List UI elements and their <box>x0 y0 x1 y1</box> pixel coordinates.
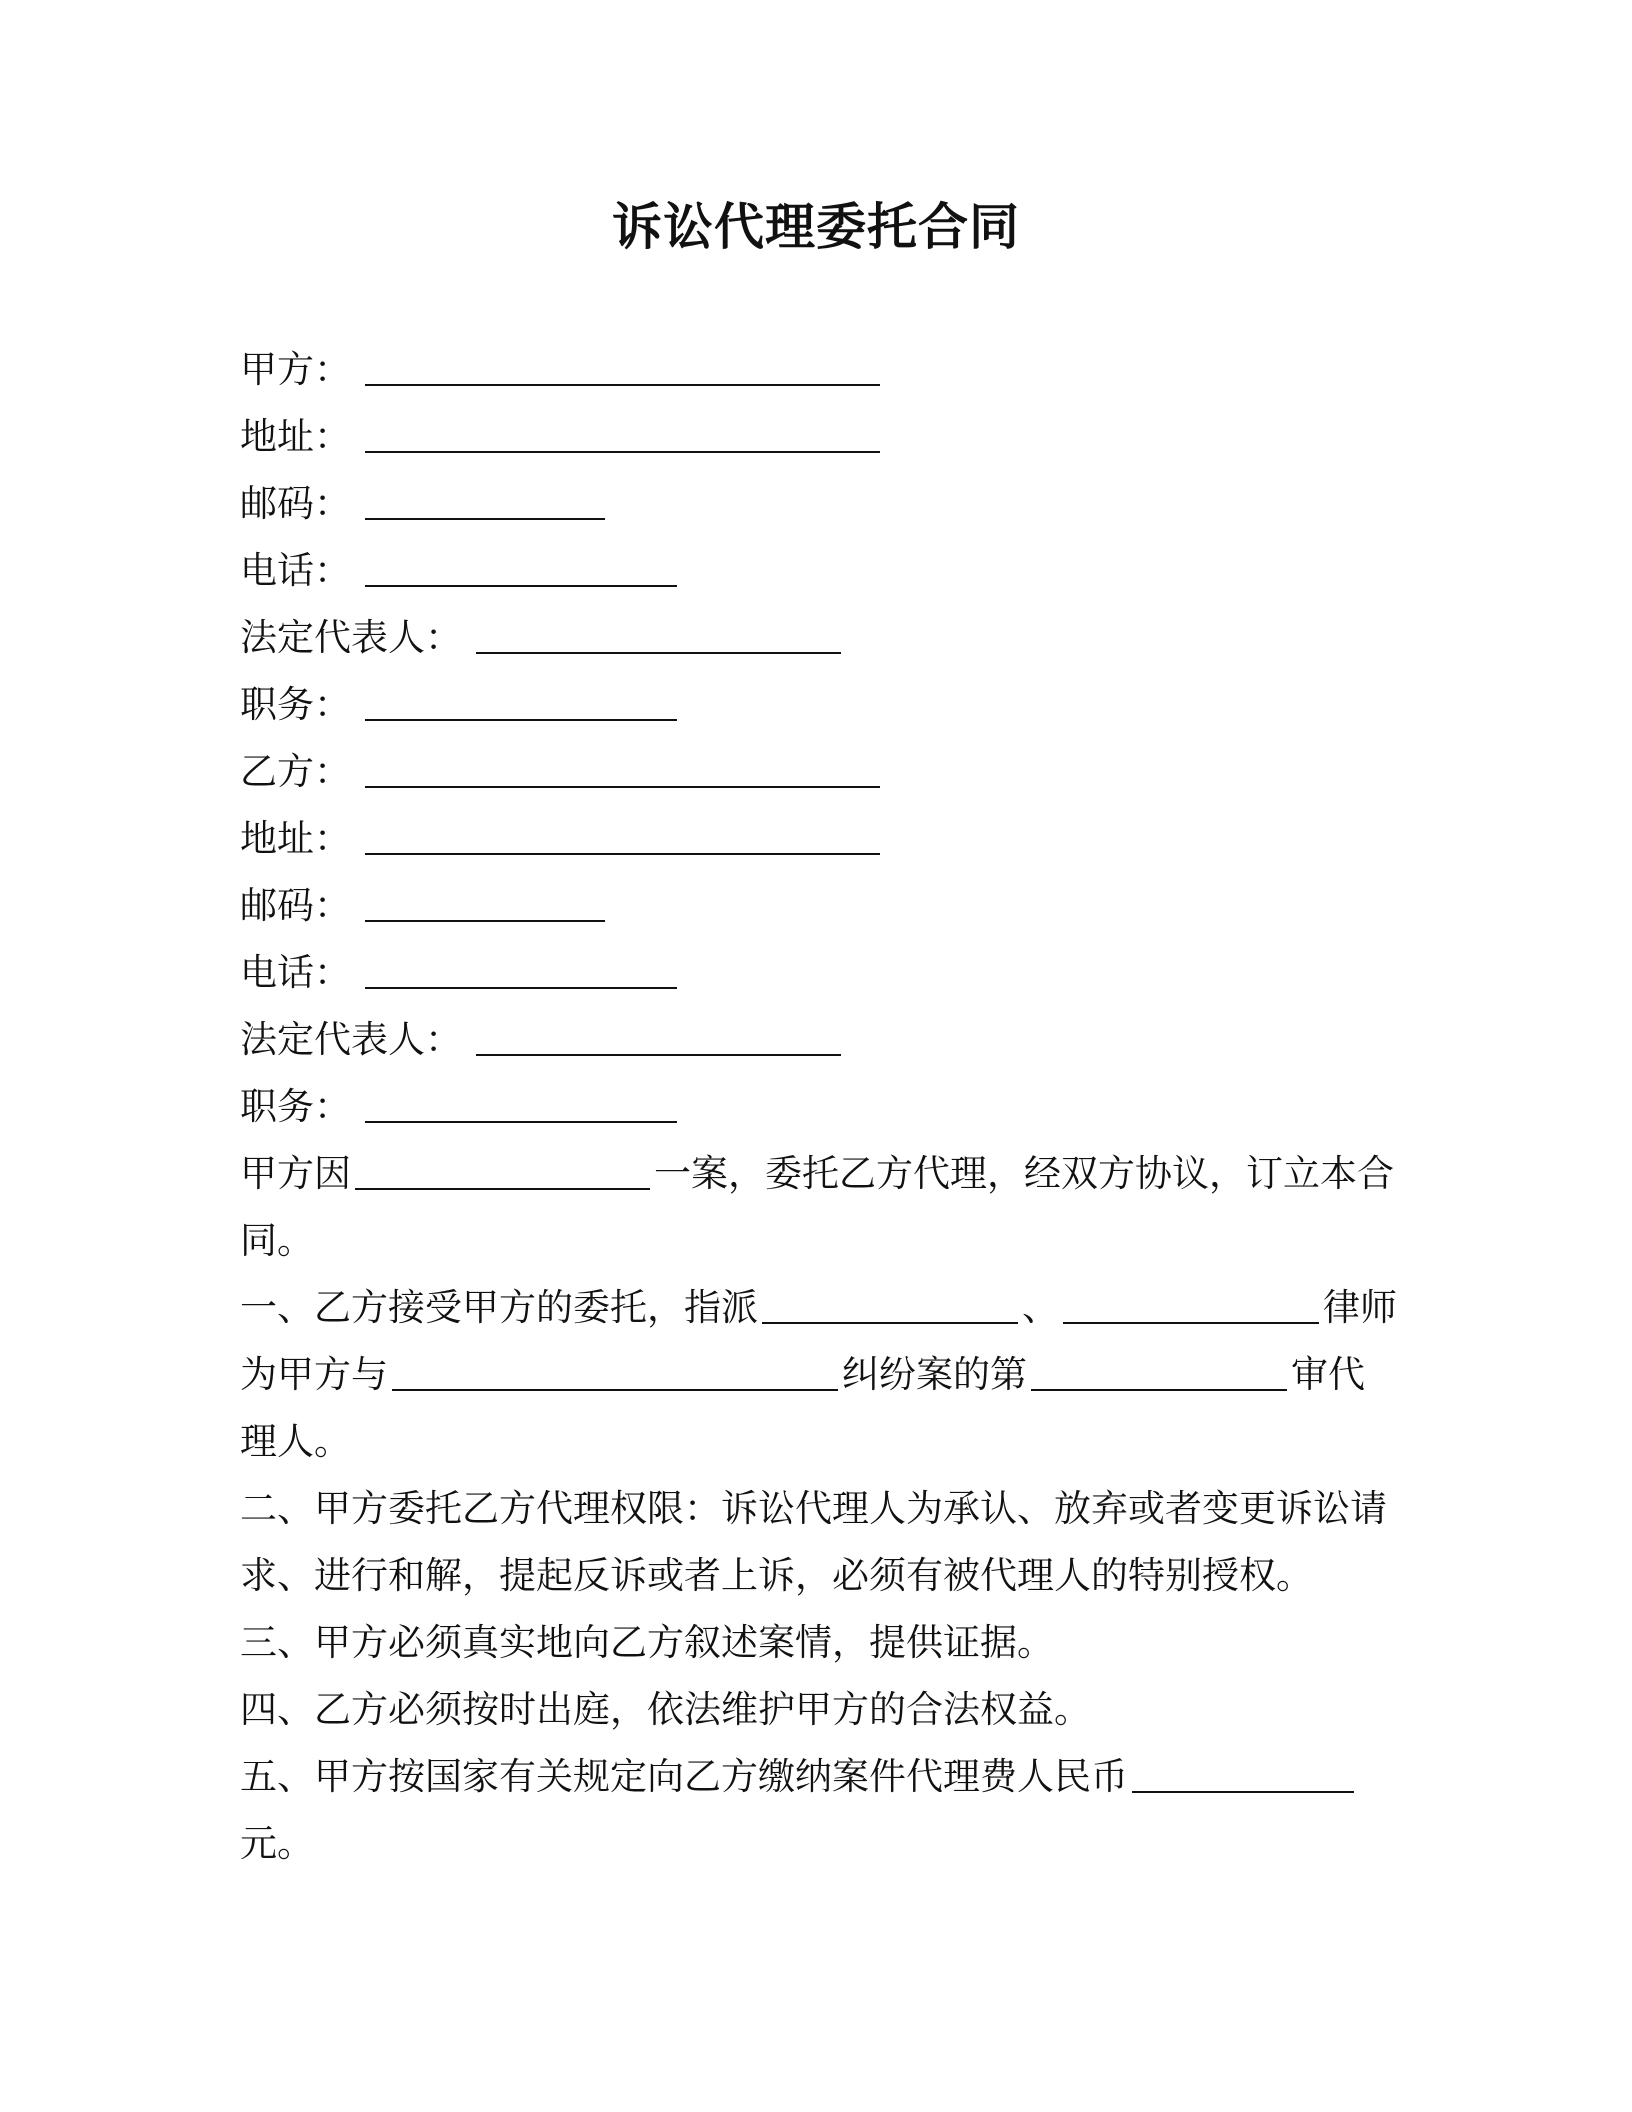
clause-1-line2-mid: 纠纷案的第 <box>842 1353 1027 1396</box>
party-b-legal-rep-row <box>240 1006 1400 1073</box>
clause-4-text: 四、乙方必须按时出庭，依法维护甲方的合法权益。 <box>240 1688 1091 1731</box>
party-b-address-blank[interactable] <box>365 805 880 855</box>
clause-1-part2: 律师 <box>1323 1286 1397 1329</box>
party-a-name-blank[interactable] <box>365 336 880 386</box>
intro-suffix: 一案，委托乙方代理，经双方协议，订立本合 <box>654 1152 1394 1195</box>
clause-1-part1: 一、乙方接受甲方的委托，指派 <box>240 1286 758 1329</box>
clause-5-text-2: 元。 <box>240 1822 314 1865</box>
party-b-legal-rep-blank[interactable] <box>476 1006 841 1056</box>
party-b-phone-row <box>240 939 1400 1006</box>
party-b-legal-rep-label: 法定代表人： <box>240 1018 462 1061</box>
clause-3-line <box>240 1609 1400 1676</box>
party-a-postcode-blank[interactable] <box>365 470 605 520</box>
party-b-name-row <box>240 738 1400 805</box>
party-b-phone-blank[interactable] <box>365 939 677 989</box>
clause-5-line-1 <box>240 1743 1400 1810</box>
fee-amount-blank[interactable] <box>1132 1743 1354 1793</box>
clause-1-line3: 理人。 <box>240 1420 351 1463</box>
party-b-position-row <box>240 1073 1400 1140</box>
clause-1-line-1 <box>240 1274 1400 1341</box>
party-a-name-row <box>240 336 1400 403</box>
clause-3-text: 三、甲方必须真实地向乙方叙述案情，提供证据。 <box>240 1621 1054 1664</box>
clause-2-text-1: 二、甲方委托乙方代理权限：诉讼代理人为承认、放弃或者变更诉讼请 <box>240 1487 1387 1530</box>
intro-line-1 <box>240 1140 1400 1207</box>
party-b-postcode-label: 邮码： <box>240 884 351 927</box>
document-title: 诉讼代理委托合同 <box>612 198 1020 256</box>
clause-1-line2-prefix: 为甲方与 <box>240 1353 388 1396</box>
case-name-blank[interactable] <box>355 1140 650 1190</box>
clause-2-line-1 <box>240 1475 1400 1542</box>
party-a-position-row <box>240 671 1400 738</box>
clause-1-line2-suffix: 审代 <box>1291 1353 1365 1396</box>
party-a-phone-blank[interactable] <box>365 537 677 587</box>
party-b-position-label: 职务： <box>240 1085 351 1128</box>
clause-2-text-2: 求、进行和解，提起反诉或者上诉，必须有被代理人的特别授权。 <box>240 1554 1313 1597</box>
party-b-postcode-row <box>240 872 1400 939</box>
party-a-position-label: 职务： <box>240 683 351 726</box>
party-a-address-blank[interactable] <box>365 403 880 453</box>
clause-2-line-2 <box>240 1542 1400 1609</box>
clause-4-line <box>240 1676 1400 1743</box>
intro-continuation: 同。 <box>240 1219 314 1262</box>
party-b-postcode-blank[interactable] <box>365 872 605 922</box>
clause-5-text-1: 五、甲方按国家有关规定向乙方缴纳案件代理费人民币 <box>240 1755 1128 1798</box>
intro-prefix: 甲方因 <box>240 1152 351 1195</box>
party-a-phone-label: 电话： <box>240 549 351 592</box>
party-b-position-blank[interactable] <box>365 1073 677 1123</box>
lawyer-1-blank[interactable] <box>762 1274 1018 1324</box>
party-b-name-label: 乙方： <box>240 750 351 793</box>
contract-body <box>240 336 1400 1877</box>
party-a-name-label: 甲方： <box>240 348 351 391</box>
party-b-name-blank[interactable] <box>365 738 880 788</box>
party-a-legal-rep-blank[interactable] <box>476 604 841 654</box>
party-a-legal-rep-label: 法定代表人： <box>240 616 462 659</box>
party-a-legal-rep-row <box>240 604 1400 671</box>
party-a-phone-row <box>240 537 1400 604</box>
party-a-postcode-label: 邮码： <box>240 482 351 525</box>
party-b-address-label: 地址： <box>240 817 351 860</box>
party-a-address-label: 地址： <box>240 415 351 458</box>
clause-1-sep: 、 <box>1022 1286 1059 1329</box>
party-b-address-row <box>240 805 1400 872</box>
clause-5-line-2 <box>240 1810 1400 1877</box>
intro-line-2 <box>240 1207 1400 1274</box>
lawyer-2-blank[interactable] <box>1063 1274 1319 1324</box>
party-b-phone-label: 电话： <box>240 951 351 994</box>
party-a-postcode-row <box>240 470 1400 537</box>
clause-1-line-2 <box>240 1341 1400 1408</box>
trial-instance-blank[interactable] <box>1031 1341 1287 1391</box>
dispute-party-blank[interactable] <box>392 1341 838 1391</box>
party-a-position-blank[interactable] <box>365 671 677 721</box>
party-a-address-row <box>240 403 1400 470</box>
clause-1-line-3 <box>240 1408 1400 1475</box>
